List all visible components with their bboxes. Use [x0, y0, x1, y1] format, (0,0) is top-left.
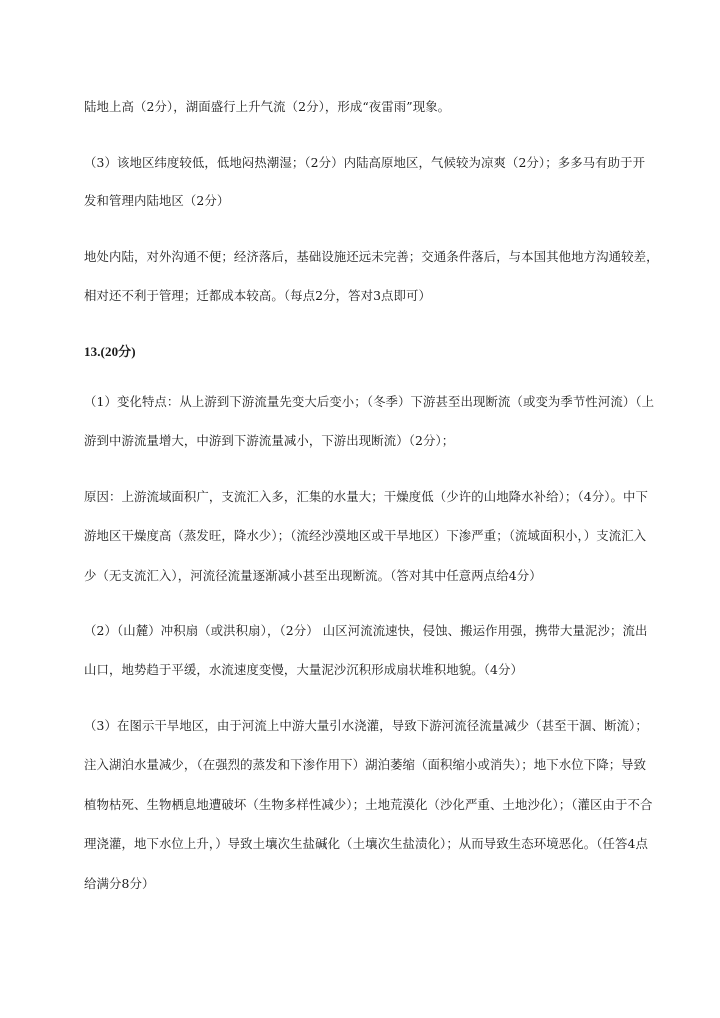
text-line: 注入湖泊水量减少，（在强烈的蒸发和下渗作用下）湖泊萎缩（面积缩小或消失）；地下水位下降；导致: [84, 757, 647, 772]
text-line: 陆地上高（2分），湖面盛行上升气流（2分），形成“夜雷雨”现象。: [84, 99, 451, 114]
text-line: 原因：上游流域面积广，支流汇入多，汇集的水量大；干燥度低（少许的山地降水补给）；（4分）。中下: [84, 489, 648, 504]
text-line: 山口，地势趋于平缓，水流速度变慢，大量泥沙沉积形成扇状堆积地貌。（4分）: [84, 662, 523, 677]
text-line: 给满分8分）: [84, 876, 155, 891]
text-line: 相对还不利于管理；迁都成本较高。（每点2分，答对3点即可）: [84, 288, 432, 303]
text-line: 理浇灌，地下水位上升，）导致土壤次生盐碱化（土壤次生盐渍化）；从而导致生态环境恶化。（任答4点: [84, 836, 648, 851]
text-line: 发和管理内陆地区（2分）: [84, 193, 230, 208]
text-line: （3）在图示干旱地区，由于河流上中游大量引水浇灌，导致下游河流径流量减少（甚至干涸、断流）；: [84, 718, 648, 733]
text-line: 游地区干燥度高（蒸发旺，降水少）；（流经沙漠地区或干旱地区）下渗严重；（流域面积小，）支流汇入: [84, 528, 647, 543]
question-heading: 13.(20分): [84, 344, 136, 359]
text-line: 游到中游流量增大，中游到下游流量减小，下游出现断流）（2分）；: [84, 433, 455, 448]
text-line: （2）（山麓）冲积扇（或洪积扇），（2分） 山区河流流速快，侵蚀、搬运作用强，携带大量泥沙；流出: [84, 623, 648, 638]
text-line: 植物枯死、生物栖息地遭破坏（生物多样性减少）；土地荒漠化（沙化严重、土地沙化）；（灌区由于不合: [84, 797, 653, 812]
text-line: （3）该地区纬度较低，低地闷热潮湿；（2分）内陆高原地区，气候较为凉爽（2分）；多多马有助于开: [84, 155, 646, 170]
text-line: （1）变化特点：从上游到下游流量先变大后变小；（冬季）下游甚至出现断流（或变为季节性河流）（上: [84, 394, 655, 409]
text-line: 地处内陆，对外沟通不便；经济落后，基础设施还远未完善；交通条件落后，与本国其他地方沟通较差，: [84, 249, 659, 264]
text-line: 少（无支流汇入），河流径流量逐渐减小甚至出现断流。（答对其中任意两点给4分）: [84, 568, 542, 583]
